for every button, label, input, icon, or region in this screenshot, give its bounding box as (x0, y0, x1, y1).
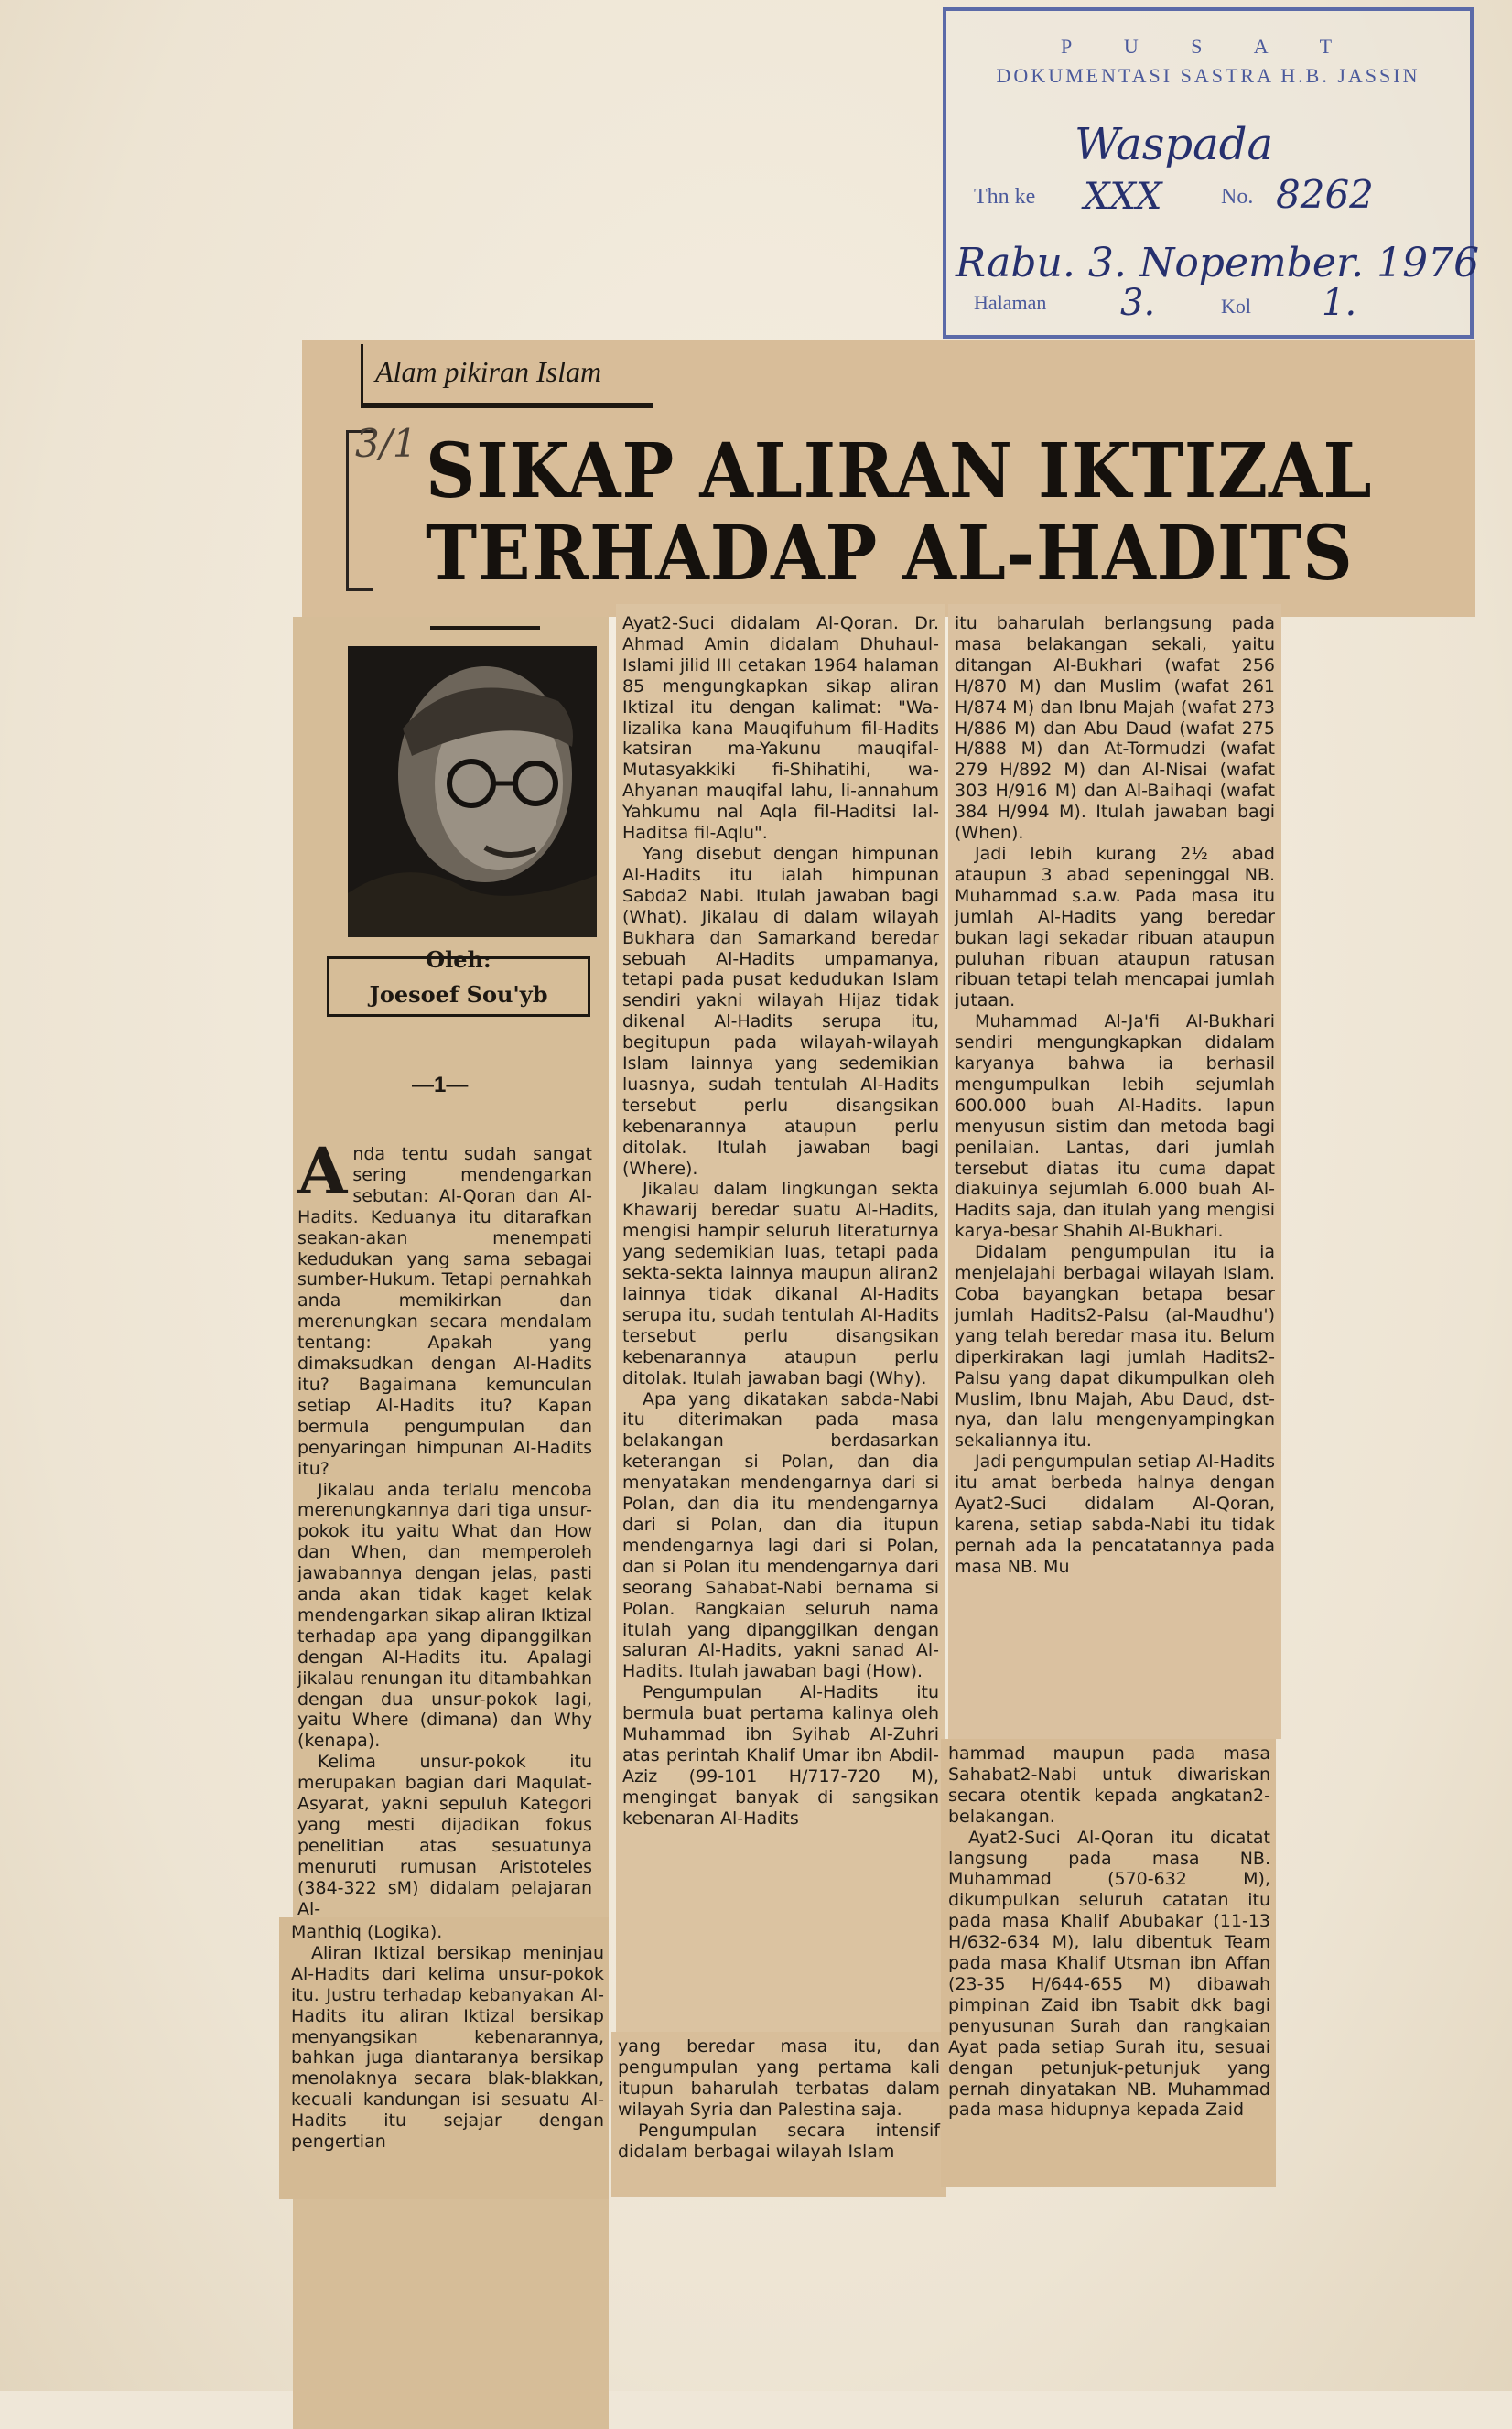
article-column-2 (622, 613, 939, 1830)
author-portrait-icon (348, 646, 597, 937)
paragraph: Jikalau dalam lingkungan sekta Khawarij beredar suatu Al-Hadits, mengisi hampir seluruh literaturnya yang sedemikian luas, tetapi pada sekta-sekta lainnya maupun aliran2 lainnya tidak dikanal Al-Hadits serupa itu, sudah tentulah Al-Hadits tersebut perlu disangsikan kebenarannya ataupun perlu ditolak. Itulah jawaban bagi (Why). (622, 1179, 939, 1388)
byline-box (327, 946, 590, 1017)
paragraph: yang beredar masa itu, dan pengumpulan yang pertama kali itupun baharulah terbatas dalam wilayah Syria dan Palestina saja. (618, 2036, 940, 2120)
paragraph: Kelima unsur-pokok itu merupakan bagian dari Maqulat-Asyarat, yakni sepuluh Kategori yang mesti dijadikan fokus penelitian atas sesuatunya menuruti rumusan Aristoteles (384-322 sM) didalam pelajaran Al- (297, 1752, 592, 1919)
paragraph: Jikalau anda terlalu mencoba merenungkannya dari tiga unsur-pokok itu yaitu What dan How dan When, dan memperoleh jawabannya dengan jelas, pasti anda akan tidak kaget kelak mendengarkan sikap aliran Iktizal terhadap apa yang dipanggilkan dengan Al-Hadits itu. Apalagi jikalau renungan itu ditambahkan dengan dua unsur-pokok lagi, yaitu Where (dimana) dan Why (kenapa). (297, 1479, 592, 1752)
article-column-1-continued (291, 1922, 604, 2153)
stamp-halaman-value: 3. (1120, 282, 1156, 324)
paragraph: hammad maupun pada masa Sahabat2-Nabi untuk diwariskan secara otentik kepada angkatan2-belakangan. (948, 1743, 1270, 1827)
stamp-kol-value: 1. (1322, 282, 1357, 324)
byline-oleh: Oleh: (426, 946, 491, 973)
article-headline (426, 427, 1454, 598)
paragraph: Jadi pengumpulan setiap Al-Hadits itu amat berbeda halnya dengan Ayat2-Suci didalam Al-Qoran, karena, setiap sabda-Nabi itu tidak pernah ada la pencatatannya pada masa NB. Mu (955, 1452, 1275, 1577)
paragraph: Didalam pengumpulan itu ia menjelajahi berbagai wilayah Islam. Coba bayangkan betapa besar jumlah Hadits2-Palsu (al-Maudhu') yang telah beredar masa itu. Belum diperkirakan lagi jumlah Hadits2-Palsu yang dapat dikumpulkan oleh Muslim, Ibnu Majah, Abu Daud, dst-nya, dan lalu mengenyampingkan sekaliannya itu. (955, 1242, 1275, 1452)
paragraph: Ayat2-Suci Al-Qoran itu dicatat langsung pada masa NB. Muhammad (570-632 M), dikumpulkan seluruh catatan itu pada masa Khalif Abubakar (11-13 H/632-634 M), lalu dibentuk Team pada masa Khalif Utsman ibn Affan (23-35 H/644-655 M) dibawah pimpinan Zaid ibn Tsabit dkk bagi penyusunan Surah dan rangkaian Ayat pada setiap Surah itu, sesuai dengan petunjuk-petunjuk yang pernah dinyatakan NB. Muhammad pada masa hidupnya kepada Zaid (948, 1827, 1270, 2121)
archive-stamp (943, 7, 1480, 339)
section-kicker: Alam pikiran Islam (375, 355, 602, 388)
paragraph: itu baharulah berlangsung pada masa belakangan sekali, yaitu ditangan Al-Bukhari (wafat 256 H/870 M) dan Muslim (wafat 261 H/874 M) dan Ibnu Majah (wafat 273 H/886 M) dan Abu Daud (wafat 275 H/888 M) dan At-Tormudzi (wafat 279 H/892 M) dan Al-Nisai (wafat 303 H/916 M) dan Al-Baihaqi (wafat 384 H/994 M). Itulah jawaban bagi (When). (955, 613, 1275, 844)
kicker-vertical-rule (361, 344, 363, 408)
article-column-3 (955, 613, 1275, 1578)
pencil-annotation: 3/1 (355, 421, 417, 466)
article-column-1 (297, 1133, 592, 1920)
article-column-2-continued (618, 2036, 940, 2162)
paragraph: Ayat2-Suci didalam Al-Qoran. Dr. Ahmad Amin didalam Dhuhaul-Islami jilid III cetakan 1964 halaman 85 mengungkapkan sikap aliran Iktizal itu dengan kalimat: "Wa-lizalika kana Mauqifuhum fil-Hadits katsiran ma-Yakunu mauqifal-Mutasyakkiki fi-Shihatihi, wa-Ahyanan mauqifal lahu, li-annahum Yahkumu nal Aqla fil-Haditsi lal-Haditsa fil-Aqlu". (622, 613, 939, 844)
author-photo (348, 646, 597, 937)
drop-cap: A (297, 1133, 348, 1209)
kicker-rule (361, 403, 653, 408)
stamp-thn-label: Thn ke (974, 185, 1036, 209)
paragraph: Pengumpulan Al-Hadits itu bermula buat pertama kalinya oleh Muhammad ibn Syihab Al-Zuhri atas perintah Khalif Umar ibn Abdil-Aziz (99-101 H/717-720 M), mengingat banyak di sangsikan kebenaran Al-Hadits (622, 1682, 939, 1829)
byline-author: Joesoef Sou'yb (369, 981, 548, 1008)
paragraph: Aliran Iktizal bersikap meninjau Al-Hadits dari kelima unsur-pokok itu. Justru terhadap kebanyakan Al-Hadits itu aliran Iktizal bersikap menyangsikan kebenarannya, bahkan juga diantaranya bersikap menolaknya secara blak-blakkan, kecuali kandungan isi sesuatu Al-Hadits itu sejajar dengan pengertian (291, 1942, 604, 2153)
stamp-no-label: No. (1221, 185, 1254, 209)
stamp-line-2: DOKUMENTASI SASTRA H.B. JASSIN (996, 64, 1420, 87)
stamp-date: Rabu. 3. Nopember. 1976 (956, 240, 1480, 286)
stamp-no-value: 8262 (1276, 172, 1374, 217)
stamp-line-1: P U S A T (1060, 35, 1356, 58)
paragraph: Pengumpulan secara intensif didalam berbagai wilayah Islam (618, 2120, 940, 2162)
stamp-halaman-label: Halaman (974, 291, 1047, 314)
paragraph: nda tentu sudah sangat sering mendengarkan sebutan: Al-Qoran dan Al-Hadits. Keduanya itu ditarafkan seakan-akan menempati kedudukan yang sama sebagai sumber-Hukum. Tetapi pernahkah anda memikirkan dan merenungkan secara mendalam tentang: Apakah yang dimaksudkan dengan Al-Hadits itu? Bagaimana kemunculan setiap Al-Hadits itu? Kapan bermula pengumpulan dan penyaringan himpunan Al-Hadits itu? (297, 1144, 592, 1479)
headline-line-2: TERHADAP AL-HADITS (426, 510, 1354, 598)
column-top-rule (430, 626, 540, 630)
part-number: —1— (412, 1073, 469, 1097)
paragraph: Muhammad Al-Ja'fi Al-Bukhari sendiri mengungkapkan didalam karyanya bahwa ia berhasil mengumpulkan lebih sejumlah 600.000 buah Al-Hadits. lapun menyusun sistim dan metoda bagi penilaian. Lantas, dari jumlah tersebut diatas itu cuma dapat diakuinya sejumlah 6.000 buah Al-Hadits saja, dan itulah yang mengisi karya-besar Shahih Al-Bukhari. (955, 1011, 1275, 1242)
stamp-kol-label: Kol (1221, 295, 1251, 318)
stamp-newspaper: Waspada (1075, 119, 1274, 170)
paragraph: Manthiq (Logika). (291, 1922, 443, 1942)
paragraph: Apa yang dikatakan sabda-Nabi itu diterimakan pada masa belakangan berdasarkan keterangan si Polan, dan dia menyatakan mendengarnya dari si Polan, dan dia itu mendengarnya dari si Polan, dan dia itupun mendengarnya lagi dari si Polan, dan si Polan itu mendengarnya dari seorang Sahabat-Nabi bernama si Polan. Rangkaian seluruh nama itulah yang dipanggilkan dengan saluran Al-Hadits, yakni sanad Al-Hadits. Itulah jawaban bagi (How). (622, 1388, 939, 1682)
paragraph: Jadi lebih kurang 2½ abad ataupun 3 abad sepeninggal NB. Muhammad s.a.w. Pada masa itu jumlah Al-Hadits yang beredar bukan lagi sekadar ribuan ataupun puluhan ribuan ataupun ratusan ribuan tetapi telah mencapai jumlah jutaan. (955, 843, 1275, 1011)
headline-line-1: SIKAP ALIRAN IKTIZAL (426, 427, 1373, 515)
paragraph: Yang disebut dengan himpunan Al-Hadits itu ialah himpunan Sabda2 Nabi. Itulah jawaban bagi (What). Jikalau di dalam wilayah Bukhara dan Samarkand beredar sebuah Al-Hadits umpamanya, tetapi pada pusat kedudukan Islam sendiri yakni wilayah Hijaz tidak dikenal Al-Hadits serupa itu, begitupun pada wilayah-wilayah Islam lainnya yang sedemikian luasnya, sudah tentulah Al-Hadits tersebut perlu disangsikan kebenarannya ataupun perlu ditolak. Itulah jawaban bagi (Where). (622, 843, 939, 1179)
stamp-thn-value: XXX (1084, 176, 1162, 218)
article-column-3-continued (948, 1743, 1270, 2121)
